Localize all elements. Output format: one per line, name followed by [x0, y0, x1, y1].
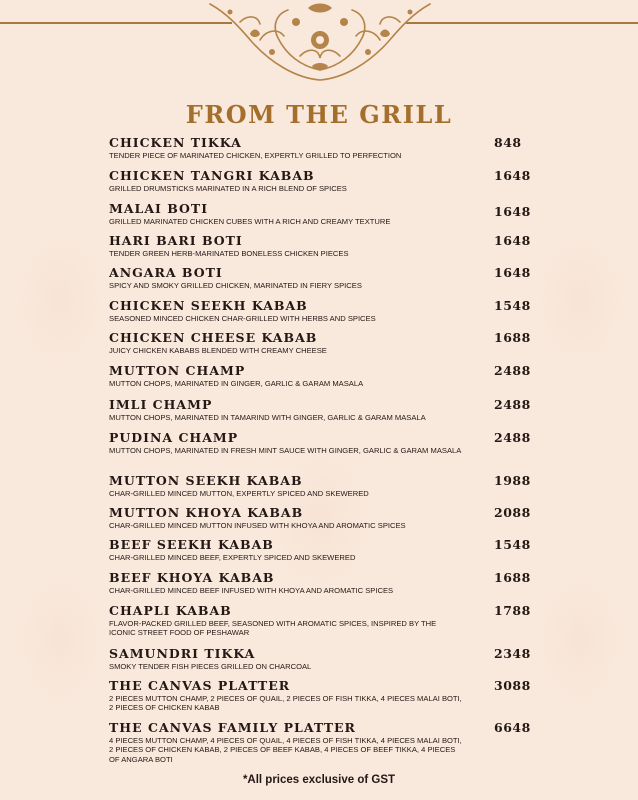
- menu-item-name: PUDINA CHAMP: [109, 430, 239, 445]
- menu-item: [109, 474, 534, 498]
- menu-item-price: 2488: [494, 397, 531, 412]
- menu-item-name: BEEF KHOYA KABAB: [109, 570, 275, 585]
- menu-item-price: 2088: [494, 505, 531, 520]
- menu-item-description: GRILLED MARINATED CHICKEN CUBES WITH A RICH AND CREAMY TEXTURE: [109, 217, 391, 226]
- menu-item: [109, 266, 534, 290]
- menu-item-description: SPICY AND SMOKY GRILLED CHICKEN, MARINATED IN FIERY SPICES: [109, 281, 362, 290]
- menu-item: [109, 364, 534, 388]
- menu-item-name: CHICKEN TIKKA: [109, 135, 242, 150]
- menu-item-description: FLAVOR-PACKED GRILLED BEEF, SEASONED WITH AROMATIC SPICES, INSPIRED BY THE ICONIC STREET FOOD OF PESHAWAR: [109, 619, 437, 638]
- menu-item-price: 1648: [494, 168, 531, 183]
- menu-item: [109, 647, 534, 671]
- menu-item-description: 4 PIECES MUTTON CHAMP, 4 PIECES OF QUAIL, 4 PIECES OF FISH TIKKA, 4 PIECES MALAI BOTI, 2 PIECES OF CHICKEN KABAB, 2 PIECES OF BEEF KABAB, 4 PIECES OF BEEF TIKKA, 4 PIECES OF ANGARA BOTI: [109, 736, 462, 764]
- menu-item: [109, 571, 534, 595]
- menu-item: [109, 604, 534, 638]
- menu-item-description: TENDER GREEN HERB-MARINATED BONELESS CHICKEN PIECES: [109, 249, 349, 258]
- menu-item: [109, 431, 534, 455]
- menu-item-price: 2348: [494, 646, 531, 661]
- menu-item: [109, 679, 534, 713]
- menu-item-description: CHAR-GRILLED MINCED BEEF INFUSED WITH KHOYA AND AROMATIC SPICES: [109, 586, 394, 595]
- menu-item-description: SMOKY TENDER FISH PIECES GRILLED ON CHARCOAL: [109, 662, 312, 671]
- menu-item-price: 2488: [494, 363, 531, 378]
- section-title: FROM THE GRILL: [185, 100, 453, 129]
- menu-item: [109, 331, 534, 355]
- top-rule-right: [406, 22, 638, 24]
- menu-item-name: BEEF SEEKH KABAB: [109, 537, 274, 552]
- menu-item-description: JUICY CHICKEN KABABS BLENDED WITH CREAMY CHEESE: [109, 346, 327, 355]
- menu-item-name: CHICKEN SEEKH KABAB: [109, 298, 308, 313]
- menu-item-name: SAMUNDRI TIKKA: [109, 646, 256, 661]
- menu-item-price: 1988: [494, 473, 531, 488]
- menu-item-name: IMLI CHAMP: [109, 397, 213, 412]
- menu-item-price: 3088: [494, 678, 531, 693]
- menu-item: [109, 136, 534, 160]
- menu-item-name: CHICKEN CHEESE KABAB: [109, 330, 318, 345]
- menu-item: [109, 538, 534, 562]
- menu-item-description: TENDER PIECE OF MARINATED CHICKEN, EXPERTLY GRILLED TO PERFECTION: [109, 151, 402, 160]
- menu-item-name: CHAPLI KABAB: [109, 603, 232, 618]
- menu-item-description: MUTTON CHOPS, MARINATED IN FRESH MINT SAUCE WITH GINGER, GARLIC & GARAM MASALA: [109, 446, 462, 455]
- gst-disclaimer: *All prices exclusive of GST: [242, 774, 396, 786]
- menu-item-name: ANGARA BOTI: [109, 265, 223, 280]
- menu-item: [109, 299, 534, 323]
- menu-item-name: THE CANVAS PLATTER: [109, 678, 291, 693]
- menu-item-name: MUTTON CHAMP: [109, 363, 246, 378]
- menu-item-price: 1688: [494, 330, 531, 345]
- menu-item-price: 1688: [494, 570, 531, 585]
- menu-item-name: CHICKEN TANGRI KABAB: [109, 168, 315, 183]
- menu-item-price: 1648: [494, 204, 531, 219]
- menu-item-price: 848: [494, 135, 522, 150]
- menu-item-name: MALAI BOTI: [109, 201, 209, 216]
- menu-item-description: CHAR-GRILLED MINCED MUTTON, EXPERTLY SPICED AND SKEWERED: [109, 489, 369, 498]
- menu-item-description: GRILLED DRUMSTICKS MARINATED IN A RICH BLEND OF SPICES: [109, 184, 347, 193]
- menu-item-description: CHAR-GRILLED MINCED BEEF, EXPERTLY SPICED AND SKEWERED: [109, 553, 356, 562]
- menu-item-price: 1648: [494, 265, 531, 280]
- menu-item-name: MUTTON SEEKH KABAB: [109, 473, 303, 488]
- menu-item-name: HARI BARI BOTI: [109, 233, 243, 248]
- menu-item-description: MUTTON CHOPS, MARINATED IN GINGER, GARLIC & GARAM MASALA: [109, 379, 364, 388]
- menu-item-description: CHAR-GRILLED MINCED MUTTON INFUSED WITH KHOYA AND AROMATIC SPICES: [109, 521, 406, 530]
- menu-item-description: 2 PIECES MUTTON CHAMP, 2 PIECES OF QUAIL, 2 PIECES OF FISH TIKKA, 4 PIECES MALAI BOTI, 2 PIECES OF CHICKEN KABAB: [109, 694, 462, 713]
- menu-item-price: 1648: [494, 233, 531, 248]
- menu-item: [109, 169, 534, 193]
- menu-item-price: 1548: [494, 537, 531, 552]
- menu-item: [109, 506, 534, 530]
- menu-item-name: THE CANVAS FAMILY PLATTER: [109, 720, 356, 735]
- menu-item: [109, 721, 534, 764]
- floral-ornament-icon: [200, 0, 440, 86]
- menu-item-description: SEASONED MINCED CHICKEN CHAR-GRILLED WITH HERBS AND SPICES: [109, 314, 376, 323]
- menu-item-price: 1548: [494, 298, 531, 313]
- menu-item: [109, 234, 534, 258]
- top-rule-left: [0, 22, 232, 24]
- menu-item-price: 6648: [494, 720, 531, 735]
- menu-item-price: 2488: [494, 430, 531, 445]
- menu-item-name: MUTTON KHOYA KABAB: [109, 505, 304, 520]
- menu-item: [109, 398, 534, 422]
- menu-item-price: 1788: [494, 603, 531, 618]
- menu-item-description: MUTTON CHOPS, MARINATED IN TAMARIND WITH GINGER, GARLIC & GARAM MASALA: [109, 413, 426, 422]
- menu-item: [109, 202, 534, 226]
